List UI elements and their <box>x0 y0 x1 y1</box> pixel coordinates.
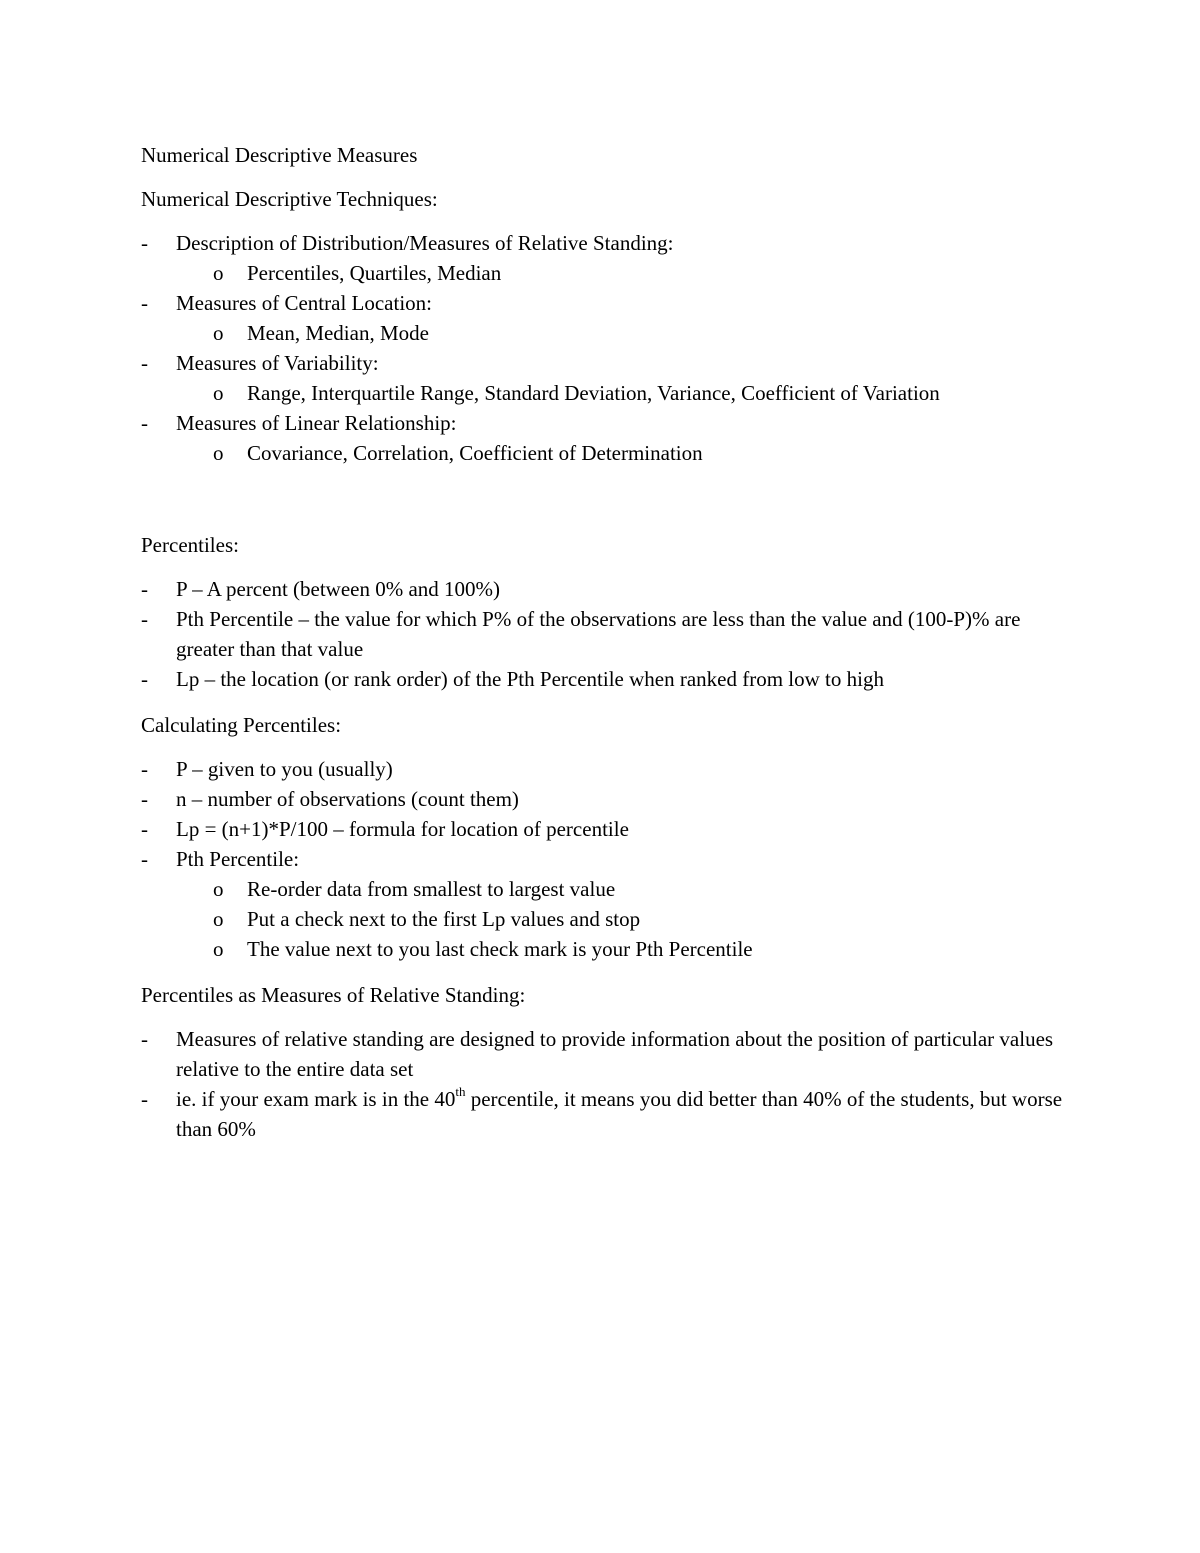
dash-bullet: - <box>141 351 148 375</box>
dash-bullet: - <box>141 847 148 871</box>
dash-bullet: - <box>141 667 148 691</box>
dash-bullet: - <box>141 411 148 435</box>
list-item <box>141 604 1081 664</box>
list-item-text: P – given to you (usually) <box>176 757 393 781</box>
list-item-text: Measures of relative standing are designed to provide information about the position of particular values relative to the entire data set <box>176 1027 1054 1081</box>
example-text-start: ie. if your exam mark is in the 40 <box>176 1087 456 1111</box>
dash-bullet: - <box>141 1087 148 1111</box>
sub-list-item <box>176 874 1081 904</box>
calculating-heading: Calculating Percentiles: <box>141 713 342 737</box>
circle-bullet: o <box>213 381 224 405</box>
technique-detail: Covariance, Correlation, Coefficient of Determination <box>247 441 703 465</box>
technique-label: Measures of Variability: <box>176 351 379 375</box>
calculating-list <box>141 754 1081 964</box>
technique-detail: Mean, Median, Mode <box>247 321 429 345</box>
dash-bullet: - <box>141 577 148 601</box>
technique-label: Description of Distribution/Measures of Relative Standing: <box>176 231 674 255</box>
list-item <box>141 844 1081 964</box>
ordinal-suffix: th <box>455 1084 466 1099</box>
list-item-text: Lp – the location (or rank order) of the Pth Percentile when ranked from low to high <box>176 667 884 691</box>
list-item <box>141 1084 1081 1144</box>
list-item <box>141 288 1081 348</box>
technique-label: Measures of Linear Relationship: <box>176 411 457 435</box>
circle-bullet: o <box>213 937 224 961</box>
circle-bullet: o <box>213 877 224 901</box>
list-item <box>141 754 1081 784</box>
dash-bullet: - <box>141 231 148 255</box>
list-item <box>141 228 1081 288</box>
circle-bullet: o <box>213 261 224 285</box>
list-item-text: P – A percent (between 0% and 100%) <box>176 577 501 601</box>
sub-list <box>176 318 1081 348</box>
relative-list <box>141 1024 1081 1144</box>
sub-list-item <box>176 258 1081 288</box>
list-item <box>141 1024 1081 1084</box>
techniques-list <box>141 228 1081 468</box>
dash-bullet: - <box>141 607 148 631</box>
sub-list-item <box>176 438 1081 468</box>
list-item <box>141 664 1081 694</box>
dash-bullet: - <box>141 291 148 315</box>
list-item <box>141 784 1081 814</box>
percentiles-list <box>141 574 1081 694</box>
document-title: Numerical Descriptive Measures <box>141 143 418 167</box>
sub-list-item <box>176 904 1081 934</box>
technique-detail: Percentiles, Quartiles, Median <box>247 261 502 285</box>
list-item <box>141 574 1081 604</box>
list-item <box>141 348 1081 408</box>
dash-bullet: - <box>141 787 148 811</box>
dash-bullet: - <box>141 817 148 841</box>
sub-list <box>176 438 1081 468</box>
sub-list <box>176 378 1081 408</box>
list-item-text: Pth Percentile – the value for which P% of the observations are less than the value and (100-P)% are greater than that value <box>176 607 1021 661</box>
list-item-text: Pth Percentile: <box>176 847 300 871</box>
relative-heading: Percentiles as Measures of Relative Standing: <box>141 983 526 1007</box>
techniques-heading: Numerical Descriptive Techniques: <box>141 187 438 211</box>
sub-list <box>176 258 1081 288</box>
dash-bullet: - <box>141 1027 148 1051</box>
sub-list-item <box>176 378 1081 408</box>
circle-bullet: o <box>213 441 224 465</box>
dash-bullet: - <box>141 757 148 781</box>
document-body <box>141 140 1081 1144</box>
technique-detail: Range, Interquartile Range, Standard Deviation, Variance, Coefficient of Variation <box>247 381 940 405</box>
list-item-text: n – number of observations (count them) <box>176 787 519 811</box>
sub-list-item <box>176 318 1081 348</box>
sub-list <box>176 874 1081 964</box>
circle-bullet: o <box>213 321 224 345</box>
percentiles-heading: Percentiles: <box>141 533 239 557</box>
step-text: Put a check next to the first Lp values and stop <box>247 907 641 931</box>
example-text <box>176 1084 1063 1141</box>
list-item <box>141 814 1081 844</box>
step-text: The value next to you last check mark is your Pth Percentile <box>247 937 753 961</box>
circle-bullet: o <box>213 907 224 931</box>
list-item <box>141 408 1081 468</box>
sub-list-item <box>176 934 1081 964</box>
list-item-text: Lp = (n+1)*P/100 – formula for location of percentile <box>176 817 629 841</box>
step-text: Re-order data from smallest to largest value <box>247 877 616 901</box>
technique-label: Measures of Central Location: <box>176 291 432 315</box>
example-text-end: percentile, it means you did better than 40% of the students, but worse than 60% <box>176 1087 1063 1141</box>
